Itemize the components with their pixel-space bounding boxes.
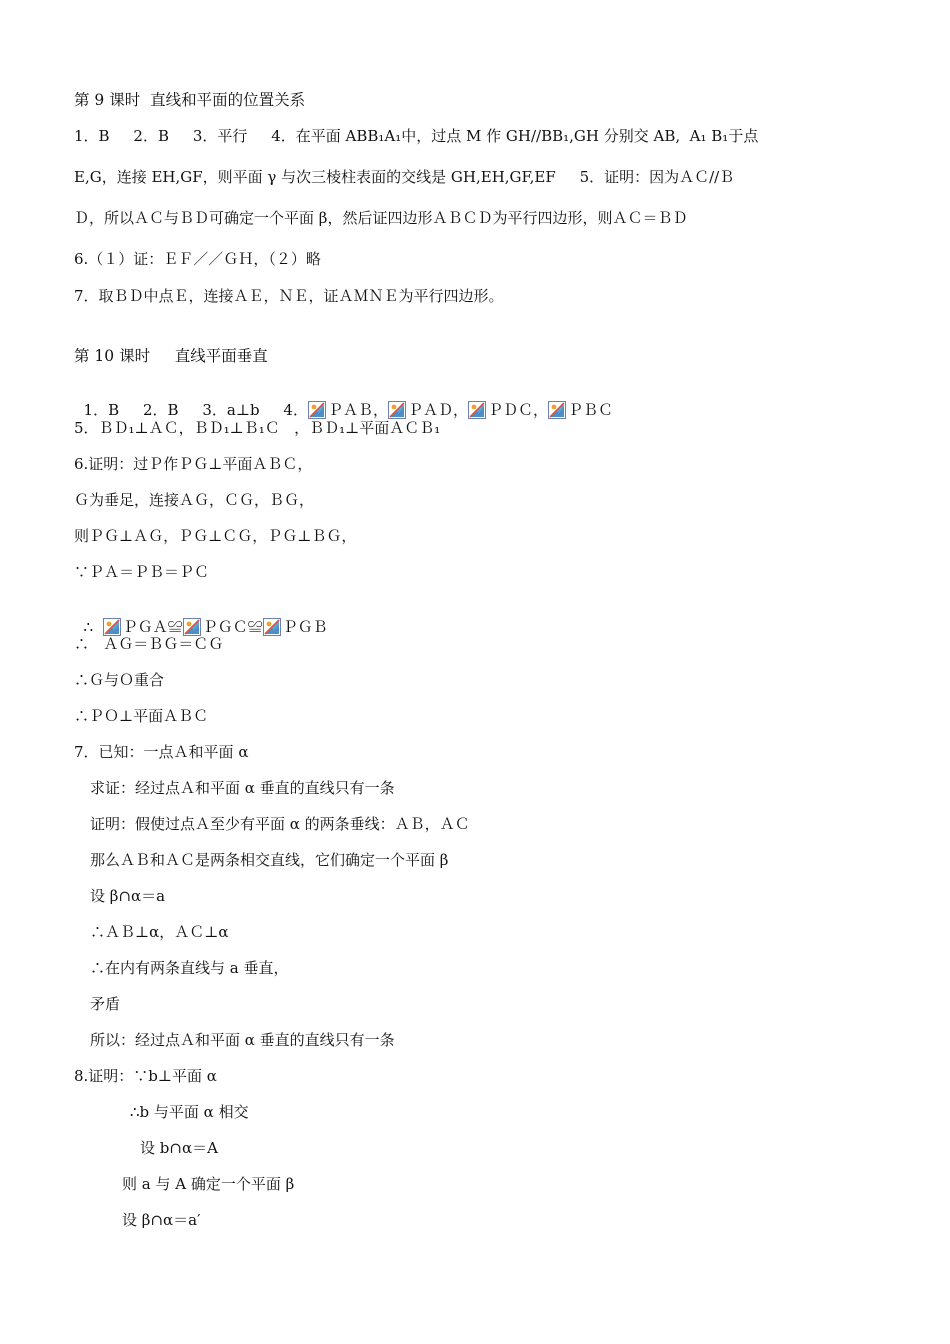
q7-line-7: ∴在内有两条直线与 a 垂直，	[90, 959, 289, 977]
lesson-10-title: 第 10 课时 直线平面垂直	[74, 347, 268, 365]
lesson-9-answer-line-5: 7．取ＢＤ中点Ｅ，连接ＡＥ，ＮＥ，证ＡＭＮＥ为平行四边形。	[74, 287, 504, 305]
q4-answer-d: ＰＢＣ	[568, 401, 614, 419]
q8-line-1: 8.证明：∵b⊥平面 α	[74, 1067, 217, 1085]
q4-answer-a: ＰＡＢ，	[327, 401, 388, 419]
broken-image-icon	[308, 401, 326, 419]
q6-line-7: ∴Ｇ与Ｏ重合	[74, 671, 165, 689]
q4-answer-c: ＰＤＣ，	[487, 401, 548, 419]
triangle-pga: ＰＧＡ≌	[122, 618, 183, 636]
broken-image-icon	[548, 401, 566, 419]
q8-line-2: ∴b 与平面 α 相交	[130, 1103, 249, 1121]
broken-image-icon	[388, 401, 406, 419]
triangle-pgc: ＰＧＣ≌	[202, 618, 263, 636]
q1-4-prefix: 1．B 2．B 3．a⊥b 4．	[83, 401, 308, 419]
q6-line-2: Ｇ为垂足，连接ＡＧ，ＣＧ，ＢＧ，	[74, 491, 315, 509]
q6-line-4: ∵ＰＡ＝ＰＢ＝ＰＣ	[74, 563, 210, 581]
q6-line-3: 则ＰＧ⊥ＡＧ，ＰＧ⊥ＣＧ，ＰＧ⊥ＢＧ，	[74, 527, 357, 545]
broken-image-icon	[468, 401, 486, 419]
q6-line-6: ∴ ＡＧ＝ＢＧ＝ＣＧ	[74, 635, 224, 653]
q8-line-5: 设 β∩α＝a′	[122, 1211, 201, 1229]
lesson-10-q1-4	[74, 380, 613, 420]
q8-line-4: 则 a 与 A 确定一个平面 β	[122, 1175, 295, 1193]
q7-line-9: 所以：经过点Ａ和平面 α 垂直的直线只有一条	[90, 1031, 395, 1049]
lesson-9-answer-line-1: 1．B 2．B 3．平行 4．在平面 ABB₁A₁中，过点 M 作 GH//BB₁,GH 分别交 AB, A₁ B₁于点	[74, 127, 759, 145]
broken-image-icon	[263, 618, 281, 636]
lesson-9-answer-line-4: 6.（１）证：ＥＦ／／ＧＨ，（２）略	[74, 250, 321, 268]
q6-line-8: ∴ＰＯ⊥平面ＡＢＣ	[74, 707, 209, 725]
q7-line-2: 求证：经过点Ａ和平面 α 垂直的直线只有一条	[90, 779, 395, 797]
q6-line-5-prefix: ∴	[83, 618, 103, 636]
q7-line-3: 证明：假使过点Ａ至少有平面 α 的两条垂线：ＡＢ，ＡＣ	[90, 815, 470, 833]
lesson-9-answer-line-3: Ｄ，所以ＡＣ与ＢＤ可确定一个平面 β，然后证四边形ＡＢＣＤ为平行四边形，则ＡＣ＝ＢＤ	[74, 209, 688, 227]
q7-line-6: ∴ＡＢ⊥α，ＡＣ⊥α	[90, 923, 229, 941]
q7-line-8: 矛盾	[90, 995, 121, 1013]
lesson-9-answer-line-2: E,G，连接 EH,GF，则平面 γ 与次三棱柱表面的交线是 GH,EH,GF,EF 5．证明：因为ＡＣ//Ｂ	[74, 168, 735, 186]
q6-line-1: 6.证明：过Ｐ作ＰＧ⊥平面ＡＢＣ，	[74, 455, 313, 473]
q7-line-4: 那么ＡＢ和ＡＣ是两条相交直线，它们确定一个平面 β	[90, 851, 449, 869]
lesson-9-title: 第 9 课时 直线和平面的位置关系	[74, 91, 306, 109]
q6-line-5	[74, 597, 328, 637]
triangle-pgb: ＰＧＢ	[282, 618, 328, 636]
lesson-10-q5: 5．ＢＤ₁⊥ＡＣ，ＢＤ₁⊥Ｂ₁Ｃ ，ＢＤ₁⊥平面ＡＣＢ₁	[74, 419, 441, 437]
q8-line-3: 设 b∩α＝A	[140, 1139, 218, 1157]
q7-line-1: 7．已知：一点Ａ和平面 α	[74, 743, 249, 761]
q7-line-5: 设 β∩α＝a	[90, 887, 166, 905]
q4-answer-b: ＰＡＤ，	[407, 401, 468, 419]
